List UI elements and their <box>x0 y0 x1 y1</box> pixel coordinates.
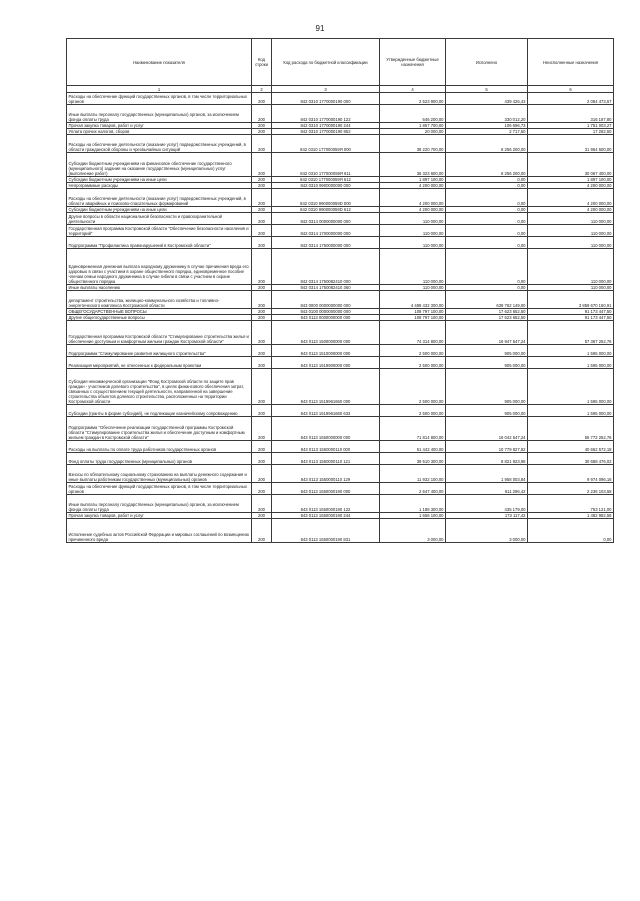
table-row <box>67 453 614 465</box>
header-row <box>67 39 614 86</box>
row-approved-amount: 2 500 000,00 <box>380 345 446 357</box>
row-line-code: 200 <box>252 495 272 513</box>
row-approved-amount: 110 000,00 <box>380 285 446 291</box>
row-line-code: 200 <box>252 417 272 441</box>
row-indicator-name: Взносы по обязательному социальному страхованию на выплаты денежного содержания и иные выплаты работникам государственных (муниципальных) органов <box>67 465 252 483</box>
row-indicator-name: Прочая закупка товаров, работ и услуг <box>67 123 252 129</box>
row-executed-amount: 16 947 547,24 <box>446 321 528 345</box>
header-indicator-name: Наименование показателя <box>67 39 252 86</box>
row-unexecuted-amount: 2 236 103,58 <box>528 483 614 495</box>
row-expense-code: 842 0314 1750000000 000 <box>272 237 380 249</box>
row-expense-code: 842 0314 1750082410 360 <box>272 285 380 291</box>
header-approved: Утвержденные бюджетные назначения <box>380 39 446 86</box>
row-line-code: 200 <box>252 129 272 135</box>
row-executed-amount: 0,00 <box>446 225 528 237</box>
row-executed-amount: 0,00 <box>446 207 528 213</box>
row-line-code: 200 <box>252 183 272 189</box>
row-unexecuted-amount: 4 200 000,00 <box>528 183 614 189</box>
row-approved-amount: 4 200 000,00 <box>380 207 446 213</box>
header-expense-code: Код расхода по бюджетной классификации <box>272 39 380 86</box>
table-row <box>67 93 614 105</box>
row-indicator-name: Непрограммные расходы <box>67 183 252 189</box>
row-unexecuted-amount: 55 772 252,76 <box>528 417 614 441</box>
row-executed-amount: 17 623 652,50 <box>446 309 528 315</box>
header-line-code: Код строки <box>252 39 272 86</box>
row-indicator-name: Расходы на выплаты по оплате труда работников государственных органов <box>67 441 252 453</box>
row-expense-code: 843 0113 1550000110 121 <box>272 453 380 465</box>
row-approved-amount: 4 200 000,00 <box>380 189 446 207</box>
row-line-code: 200 <box>252 189 272 207</box>
row-expense-code: 842 0310 1770000190 000 <box>272 93 380 105</box>
table-row <box>67 189 614 207</box>
row-unexecuted-amount: 753 121,00 <box>528 495 614 513</box>
row-expense-code: 842 0314 0000000000 000 <box>272 213 380 225</box>
row-expense-code: 843 0000 0000000000 000 <box>272 291 380 309</box>
row-indicator-name: Расходы на обеспечение функций государственных органов, в том числе территориальных органов <box>67 483 252 495</box>
row-expense-code: 843 0113 1550000110 129 <box>272 465 380 483</box>
row-approved-amount: 4 200 000,00 <box>380 183 446 189</box>
table-row <box>67 483 614 495</box>
row-executed-amount: 639 762 149,00 <box>446 291 528 309</box>
table-row <box>67 345 614 357</box>
row-indicator-name: Подпрограмма "Обеспечение реализации государственной программы Костромской области "Стимулирование строительства жилья и обеспечение доступным и комфортным жильем граждан в Костромской области" <box>67 417 252 441</box>
row-line-code: 200 <box>252 105 272 123</box>
row-line-code: 200 <box>252 321 272 345</box>
column-number: 5 <box>446 86 528 93</box>
row-approved-amount: 74 314 800,00 <box>380 321 446 345</box>
column-number: 3 <box>272 86 380 93</box>
row-executed-amount: 0,00 <box>446 285 528 291</box>
row-unexecuted-amount: 4 200 000,00 <box>528 207 614 213</box>
row-unexecuted-amount: 1 482 982,58 <box>528 513 614 519</box>
row-unexecuted-amount: 110 000,00 <box>528 249 614 285</box>
row-approved-amount: 108 797 100,00 <box>380 309 446 315</box>
row-approved-amount: 110 000,00 <box>380 249 446 285</box>
table-row <box>67 249 614 285</box>
table-row <box>67 495 614 513</box>
row-executed-amount: 3 000,00 <box>446 519 528 543</box>
row-indicator-name: Расходы на обеспечение функций государственных органов, в том числе территориальных органов <box>67 93 252 105</box>
row-indicator-name: Единовременная денежная выплата народному дружиннику в случае причинения вреда его здоровью в связи с участием в охране общественного порядка, единовременное пособие членам семьи народного дружинника в случае гибели в связи с участием в охране общественного порядка <box>67 249 252 285</box>
row-indicator-name: Иные выплаты персоналу государственных (муниципальных) органов, за исключением фонда оплаты труда <box>67 495 252 513</box>
header-unexecuted: Неисполненные назначения <box>528 39 614 86</box>
row-unexecuted-amount: 3 859 670 150,91 <box>528 291 614 309</box>
row-expense-code: 842 0310 1770000190 852 <box>272 129 380 135</box>
row-executed-amount: 905 000,00 <box>446 369 528 405</box>
row-unexecuted-amount: 2 084 473,57 <box>528 93 614 105</box>
row-indicator-name: Прочая закупка товаров, работ и услуг <box>67 513 252 519</box>
table-row <box>67 225 614 237</box>
row-indicator-name: Расходы на обеспечение деятельности (оказание услуг) подведомственных учреждений, в области гражданской обороны и чрезвычайных ситуаций <box>67 135 252 153</box>
row-expense-code: 843 0113 1550000190 000 <box>272 483 380 495</box>
row-line-code: 200 <box>252 483 272 495</box>
row-line-code: 200 <box>252 213 272 225</box>
column-number: 6 <box>528 86 614 93</box>
row-executed-amount: 439 426,43 <box>446 93 528 105</box>
row-approved-amount: 1 188 300,00 <box>380 495 446 513</box>
row-approved-amount: 20 000,00 <box>380 129 446 135</box>
column-number-row <box>67 86 614 93</box>
row-line-code: 200 <box>252 519 272 543</box>
row-executed-amount: 435 179,00 <box>446 495 528 513</box>
row-expense-code: 843 0113 0000000000 000 <box>272 315 380 321</box>
row-line-code: 200 <box>252 357 272 369</box>
table-row <box>67 213 614 225</box>
row-indicator-name: департамент строительства, жилищно-коммунального хозяйства и топливно-энергетического комплекса Костромской области <box>67 291 252 309</box>
row-executed-amount: 0,00 <box>446 183 528 189</box>
row-indicator-name: Субсидия некоммерческой организации "Фонд Костромской области по защите прав граждан - участников долевого строительства", в целях финансового обеспечения затрат, связанных с осуществлением текущей деятельности, направленной на завершение строительства объектов долевого строительства, расположенных на территории Костромской области <box>67 369 252 405</box>
row-executed-amount: 10 779 827,82 <box>446 441 528 453</box>
row-indicator-name: Исполнение судебных актов Российской Федерации и мировых соглашений по возмещению причиненного вреда <box>67 519 252 543</box>
row-indicator-name: Другие общегосударственные вопросы <box>67 315 252 321</box>
row-approved-amount: 39 510 300,00 <box>380 453 446 465</box>
row-executed-amount: 17 623 652,50 <box>446 315 528 321</box>
row-unexecuted-amount: 30 688 476,02 <box>528 453 614 465</box>
row-unexecuted-amount: 1 595 000,00 <box>528 345 614 357</box>
row-indicator-name: Государственная программа Костромской области "Обеспечение безопасности населения и территорий" <box>67 225 252 237</box>
row-expense-code: 843 0100 0000000000 000 <box>272 309 380 315</box>
row-executed-amount: 905 000,00 <box>446 345 528 357</box>
row-expense-code: 842 0310 990000059D 000 <box>272 189 380 207</box>
row-unexecuted-amount: 316 187,80 <box>528 105 614 123</box>
row-executed-amount: 6 256 200,00 <box>446 153 528 177</box>
row-line-code: 200 <box>252 441 272 453</box>
row-approved-amount: 11 932 100,00 <box>380 465 446 483</box>
row-indicator-name: Иные выплаты населению <box>67 285 252 291</box>
table-row <box>67 405 614 417</box>
row-expense-code: 842 0310 1770000190 244 <box>272 123 380 129</box>
row-executed-amount: 0,00 <box>446 213 528 225</box>
row-approved-amount: 3 000,00 <box>380 519 446 543</box>
row-indicator-name: Фонд оплаты труда государственных (муниципальных) органов <box>67 453 252 465</box>
column-number: 4 <box>380 86 446 93</box>
table-row <box>67 291 614 309</box>
row-line-code: 200 <box>252 315 272 321</box>
row-expense-code: 842 0310 990000059D 612 <box>272 207 380 213</box>
row-expense-code: 843 0113 1550000000 000 <box>272 417 380 441</box>
table-row <box>67 357 614 369</box>
row-approved-amount: 1 897 100,00 <box>380 177 446 183</box>
row-expense-code: 843 0113 1550000190 122 <box>272 495 380 513</box>
row-expense-code: 843 0113 1500000000 000 <box>272 321 380 345</box>
row-executed-amount: 330 012,20 <box>446 105 528 123</box>
row-executed-amount: 16 042 547,24 <box>446 417 528 441</box>
row-unexecuted-amount: 1 751 003,27 <box>528 123 614 129</box>
row-expense-code: 842 0314 1700000000 000 <box>272 225 380 237</box>
row-expense-code: 842 0314 1750082410 000 <box>272 249 380 285</box>
row-unexecuted-amount: 1 595 000,00 <box>528 357 614 369</box>
row-unexecuted-amount: 1 897 100,00 <box>528 177 614 183</box>
row-unexecuted-amount: 17 282,50 <box>528 129 614 135</box>
row-line-code: 200 <box>252 405 272 417</box>
row-indicator-name: Иные выплаты персоналу государственных (муниципальных) органов, за исключением фонда оплаты труда <box>67 105 252 123</box>
row-line-code: 200 <box>252 225 272 237</box>
row-unexecuted-amount: 110 000,00 <box>528 213 614 225</box>
row-approved-amount: 38 220 700,00 <box>380 135 446 153</box>
row-indicator-name: Субсидии бюджетным учреждениям на финансовое обеспечение государственного (муниципального) задания на оказание государственных (муниципальных) услуг (выполнение работ) <box>67 153 252 177</box>
table-row <box>67 519 614 543</box>
row-indicator-name: Расходы на обеспечение деятельности (оказание услуг) подведомственных учреждений, в области аварийных и поисково-спасательных формирований <box>67 189 252 207</box>
header-executed: Исполнено <box>446 39 528 86</box>
row-unexecuted-amount: 0,00 <box>528 519 614 543</box>
row-approved-amount: 71 814 800,00 <box>380 417 446 441</box>
row-unexecuted-amount: 91 173 447,50 <box>528 315 614 321</box>
row-unexecuted-amount: 1 595 000,00 <box>528 369 614 405</box>
row-approved-amount: 1 656 100,00 <box>380 513 446 519</box>
table-row <box>67 321 614 345</box>
row-executed-amount: 0,00 <box>446 249 528 285</box>
row-line-code: 200 <box>252 465 272 483</box>
row-indicator-name: Субсидии бюджетным учреждениям на иные цели <box>67 177 252 183</box>
row-approved-amount: 36 323 600,00 <box>380 153 446 177</box>
row-approved-amount: 2 500 000,00 <box>380 405 446 417</box>
row-approved-amount: 110 000,00 <box>380 225 446 237</box>
row-expense-code: 843 0113 1519961660 000 <box>272 369 380 405</box>
row-line-code: 200 <box>252 285 272 291</box>
page-number: 91 <box>315 24 325 33</box>
row-unexecuted-amount: 91 173 447,50 <box>528 309 614 315</box>
row-expense-code: 843 0113 1550000110 000 <box>272 441 380 453</box>
row-unexecuted-amount: 110 000,00 <box>528 237 614 249</box>
table-row <box>67 135 614 153</box>
row-line-code: 200 <box>252 513 272 519</box>
row-approved-amount: 110 000,00 <box>380 213 446 225</box>
row-expense-code: 842 0310 9900000000 000 <box>272 183 380 189</box>
table-row <box>67 237 614 249</box>
table-row <box>67 441 614 453</box>
row-line-code: 200 <box>252 237 272 249</box>
row-expense-code: 843 0113 1519900000 000 <box>272 357 380 369</box>
row-line-code: 200 <box>252 123 272 129</box>
row-expense-code: 842 0310 177000059Я 611 <box>272 153 380 177</box>
row-line-code: 200 <box>252 207 272 213</box>
table-row <box>67 369 614 405</box>
row-approved-amount: 110 000,00 <box>380 237 446 249</box>
row-approved-amount: 2 523 900,00 <box>380 93 446 105</box>
column-number: 1 <box>67 86 252 93</box>
row-expense-code: 843 0113 1550000190 244 <box>272 513 380 519</box>
row-expense-code: 842 0310 177000059Я 612 <box>272 177 380 183</box>
row-unexecuted-amount: 57 367 252,76 <box>528 321 614 345</box>
row-executed-amount: 905 000,00 <box>446 405 528 417</box>
row-approved-amount: 2 500 000,00 <box>380 357 446 369</box>
row-executed-amount: 106 696,73 <box>446 123 528 129</box>
row-line-code: 200 <box>252 153 272 177</box>
row-approved-amount: 4 499 432 300,00 <box>380 291 446 309</box>
row-executed-amount: 0,00 <box>446 237 528 249</box>
table-row <box>67 417 614 441</box>
row-executed-amount: 1 958 003,84 <box>446 465 528 483</box>
row-line-code: 200 <box>252 345 272 357</box>
row-indicator-name: ОБЩЕГОСУДАРСТВЕННЫЕ ВОПРОСЫ <box>67 309 252 315</box>
row-indicator-name: Государственная программа Костромской области "Стимулирование строительства жилья и обеспечение доступным и комфортным жильем граждан Костромской области" <box>67 321 252 345</box>
row-indicator-name: Субсидии (гранты в форме субсидий), не подлежащие казначейскому сопровождению <box>67 405 252 417</box>
row-executed-amount: 173 117,42 <box>446 513 528 519</box>
row-unexecuted-amount: 110 000,00 <box>528 225 614 237</box>
row-line-code: 200 <box>252 177 272 183</box>
row-expense-code: 843 0113 1550000190 831 <box>272 519 380 543</box>
budget-execution-table <box>66 38 614 543</box>
row-line-code: 200 <box>252 309 272 315</box>
row-line-code: 200 <box>252 135 272 153</box>
table-row <box>67 105 614 123</box>
table-row <box>67 465 614 483</box>
row-line-code: 200 <box>252 249 272 285</box>
row-unexecuted-amount: 110 000,00 <box>528 285 614 291</box>
row-approved-amount: 2 500 000,00 <box>380 369 446 405</box>
row-executed-amount: 6 256 200,00 <box>446 135 528 153</box>
row-approved-amount: 646 200,00 <box>380 105 446 123</box>
row-line-code: 200 <box>252 369 272 405</box>
row-approved-amount: 108 797 100,00 <box>380 315 446 321</box>
row-executed-amount: 611 296,42 <box>446 483 528 495</box>
row-unexecuted-amount: 9 974 096,16 <box>528 465 614 483</box>
row-indicator-name: Реализация мероприятий, не отнесенных к федеральным проектам <box>67 357 252 369</box>
row-expense-code: 843 0113 1519961660 633 <box>272 405 380 417</box>
row-unexecuted-amount: 31 964 500,00 <box>528 135 614 153</box>
row-expense-code: 842 0310 177000059Я 000 <box>272 135 380 153</box>
row-executed-amount: 0,00 <box>446 189 528 207</box>
row-unexecuted-amount: 40 662 572,18 <box>528 441 614 453</box>
row-indicator-name: Подпрограмма "Стимулирование развития жилищного строительства" <box>67 345 252 357</box>
row-indicator-name: Подпрограмма "Профилактика правонарушений в Костромской области" <box>67 237 252 249</box>
row-indicator-name: Субсидии бюджетным учреждениям на иные цели <box>67 207 252 213</box>
row-approved-amount: 2 647 400,00 <box>380 483 446 495</box>
row-indicator-name: Другие вопросы в области национальной безопасности и правоохранительной деятельности <box>67 213 252 225</box>
row-expense-code: 842 0310 1770000190 122 <box>272 105 380 123</box>
row-line-code: 200 <box>252 93 272 105</box>
row-line-code: 200 <box>252 453 272 465</box>
row-executed-amount: 905 000,00 <box>446 357 528 369</box>
row-executed-amount: 8 821 823,98 <box>446 453 528 465</box>
row-line-code: 200 <box>252 291 272 309</box>
row-approved-amount: 1 857 700,00 <box>380 123 446 129</box>
row-unexecuted-amount: 30 067 400,00 <box>528 153 614 177</box>
row-approved-amount: 51 442 400,00 <box>380 441 446 453</box>
column-number: 2 <box>252 86 272 93</box>
row-executed-amount: 2 717,50 <box>446 129 528 135</box>
row-executed-amount: 0,00 <box>446 177 528 183</box>
row-expense-code: 843 0113 1510000000 000 <box>272 345 380 357</box>
row-unexecuted-amount: 1 595 000,00 <box>528 405 614 417</box>
table-row <box>67 153 614 177</box>
row-indicator-name: Уплата прочих налогов, сборов <box>67 129 252 135</box>
row-unexecuted-amount: 4 200 000,00 <box>528 189 614 207</box>
